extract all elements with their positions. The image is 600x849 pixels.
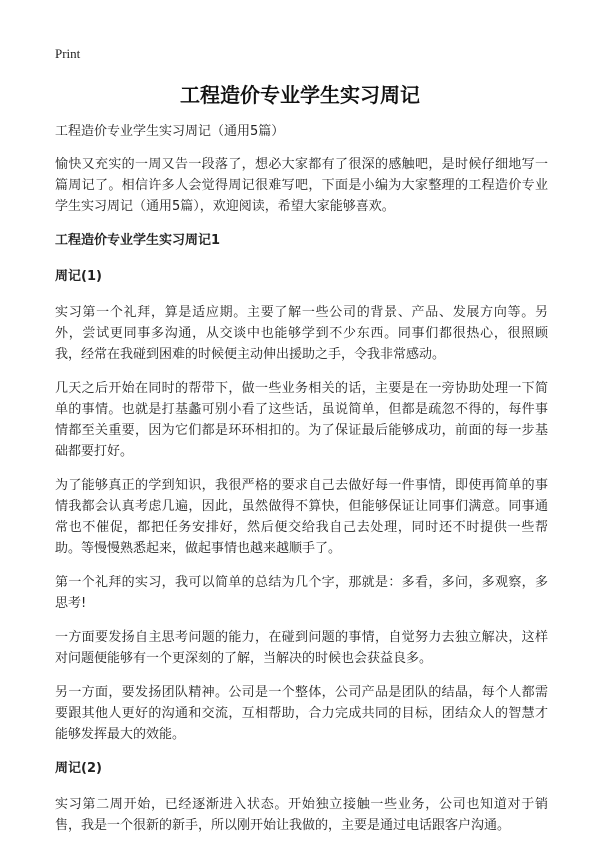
week1-paragraph: 另一方面，要发扬团队精神。公司是一个整体，公司产品是团队的结晶，每个人都需要跟其他人更好的沟通和交流，互相帮助，合力完成共同的目标，团结众人的智慧才能够发挥最大的效能。 [55,685,548,742]
week1-paragraph: 一方面要发扬自主思考问题的能力，在碰到问题的事情，自觉努力去独立解决，这样对问题便能够有一个更深刻的了解，当解决的时候也会获益良多。 [55,630,548,666]
week1-heading: 周记(1) [55,269,102,284]
week2-heading: 周记(2) [55,761,102,776]
print-link[interactable]: Print [55,46,81,61]
page-title: 工程造价专业学生实习周记 [180,83,420,107]
article-subtitle: 工程造价专业学生实习周记（通用5篇） [55,124,285,139]
article-body [55,121,548,849]
week1-paragraph: 第一个礼拜的实习，我可以简单的总结为几个字，那就是：多看，多问，多观察，多思考! [55,575,548,611]
article-heading: 工程造价专业学生实习周记1 [55,233,221,248]
week1-paragraph: 为了能够真正的学到知识，我很严格的要求自己去做好每一件事情，即使再简单的事情我都会认真考虑几遍，因此，虽然做得不算快，但能够保证让同事们满意。同事通常也不催促，都把任务安排好，然后便交给我自己去处理，同时还不时提供一些帮助。等慢慢熟悉起来，做起事情也越来越顺手了。 [55,478,548,556]
week1-paragraph: 实习第一个礼拜，算是适应期。主要了解一些公司的背景、产品、发展方向等。另外，尝试更同事多沟通，从交谈中也能够学到不少东西。同事们都很热心，很照顾我，经常在我碰到困难的时候便主动伸出援助之手，令我非常感动。 [55,305,548,362]
intro-paragraph: 愉快又充实的一周又告一段落了，想必大家都有了很深的感触吧，是时候仔细地写一篇周记了。相信许多人会觉得周记很难写吧，下面是小编为大家整理的工程造价专业学生实习周记（通用5篇），欢迎阅读，希望大家能够喜欢。 [55,157,548,214]
week1-paragraph: 几天之后开始在同时的帮带下，做一些业务相关的话，主要是在一旁协助处理一下简单的事情。也就是打基蠡可别小看了这些话，虽说简单，但都是疏忽不得的，每件事情都至关重要，因为它们都是环环相扣的。为了保证最后能够成功，前面的每一步基础都要打好。 [55,381,548,459]
week2-paragraph: 实习第二周开始，已经逐渐进入状态。开始独立接触一些业务，公司也知道对于销售，我是一个很新的新手，所以刚开始让我做的，主要是通过电话跟客户沟通。 [55,797,548,833]
